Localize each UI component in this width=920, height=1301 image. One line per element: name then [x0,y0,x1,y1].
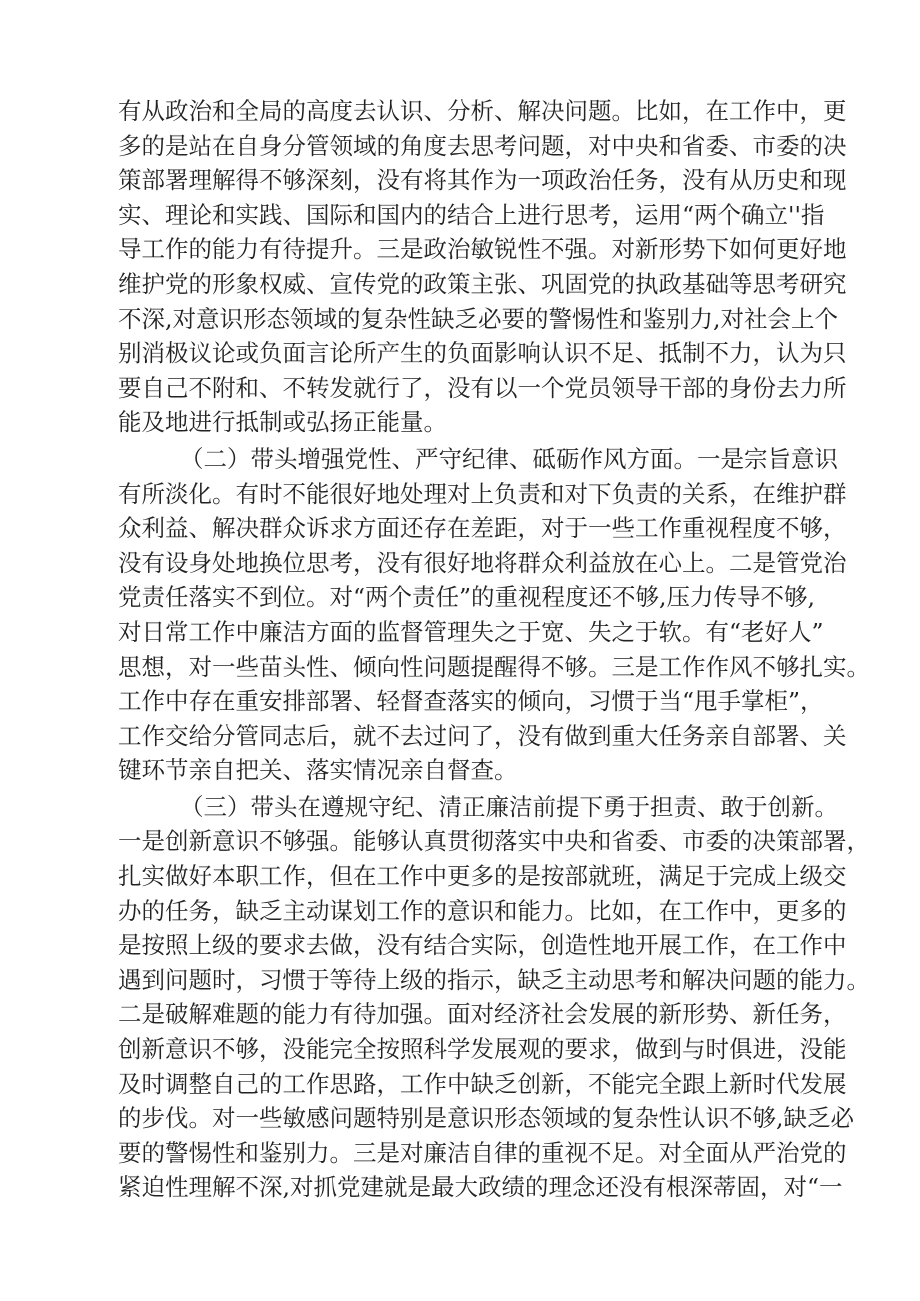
text-line: 没有设身处地换位思考，没有很好地将群众利益放在心上。二是管党治 [118,548,847,577]
text-line: 多的是站在自身分管领域的角度去思考问题，对中央和省委、市委的决 [118,131,847,160]
text-line: 创新意识不够，没能完全按照科学发展观的要求，做到与时俱进，没能 [118,1035,847,1064]
text-line: 及时调整自己的工作思路，工作中缺乏创新，不能完全跟上新时代发展 [118,1069,847,1098]
text-line: 扎实做好本职工作，但在工作中更多的是按部就班，满足于完成上级交 [118,862,847,891]
text-line: 维护党的形象权威、宣传党的政策主张、巩固党的执政基础等思考研究 [118,269,847,298]
text-line: 众利益、解决群众诉求方面还存在差距，对于一些工作重视程度不够， [118,514,847,543]
text-line: 是按照上级的要求去做，没有结合实际，创造性地开展工作，在工作中 [118,931,847,960]
text-line: 工作中存在重安排部署、轻督查落实的倾向，习惯于当“甩手掌柜”， [118,687,824,716]
text-line: 策部署理解得不够深刻，没有将其作为一项政治任务，没有从历史和现 [118,166,847,195]
section-heading-line: （二）带头增强党性、严守纪律、砥砺作风方面。一是宗旨意识 [180,444,838,473]
text-line: 要自己不附和、不转发就行了，没有以一个党员领导干部的身份去力所 [118,373,847,402]
text-line: 别消极议论或负面言论所产生的负面影响认识不足、抵制不力，认为只 [118,339,847,368]
text-line: 遇到问题时，习惯于等待上级的指示，缺乏主动思考和解决问题的能力。 [118,965,870,994]
text-line: 不深,对意识形态领域的复杂性缺乏必要的警惕性和鉴别力,对社会上个 [118,304,838,333]
text-line: 键环节亲自把关、落实情况亲自督查。 [118,756,518,785]
text-line: 工作交给分管同志后，就不去过问了，没有做到重大任务亲自部署、关 [118,721,847,750]
text-line: 紧迫性理解不深,对抓党建就是最大政绩的理念还没有根深蒂固，对“一 [118,1173,843,1202]
text-line: 二是破解难题的能力有待加强。面对经济社会发展的新形势、新任务， [118,1000,847,1029]
text-line: 有从政治和全局的高度去认识、分析、解决问题。比如，在工作中，更 [118,97,847,125]
text-line: 有所淡化。有时不能很好地处理对上负责和对下负责的关系，在维护群 [118,479,847,508]
text-line: 党责任落实不到位。对“两个责任”的重视程度还不够,压力传导不够, [118,583,815,612]
text-line: 导工作的能力有待提升。三是政治敏锐性不强。对新形势下如何更好地 [118,235,847,264]
section-heading-line: （三）带头在遵规守纪、清正廉洁前提下勇于担责、敢于创新。 [180,792,838,821]
text-line: 办的任务，缺乏主动谋划工作的意识和能力。比如，在工作中，更多的 [118,896,847,925]
document-body [118,94,870,1205]
text-line: 要的警惕性和鉴别力。三是对廉洁自律的重视不足。对全面从严治党的 [118,1138,847,1167]
text-line: 能及地进行抵制或弘扬正能量。 [118,408,447,437]
text-line: 对日常工作中廉洁方面的监督管理失之于宽、失之于软。有“老好人” [118,617,824,646]
text-line: 思想，对一些苗头性、倾向性问题提醒得不够。三是工作作风不够扎实。 [118,652,870,681]
text-line: 的步伐。对一些敏感问题特别是意识形态领域的复杂性认识不够,缺乏必 [118,1104,854,1133]
text-line: 实、理论和实践、国际和国内的结合上进行思考，运用“两个确立''指 [118,200,825,229]
text-line: 一是创新意识不够强。能够认真贯彻落实中央和省委、市委的决策部署， [118,827,870,856]
